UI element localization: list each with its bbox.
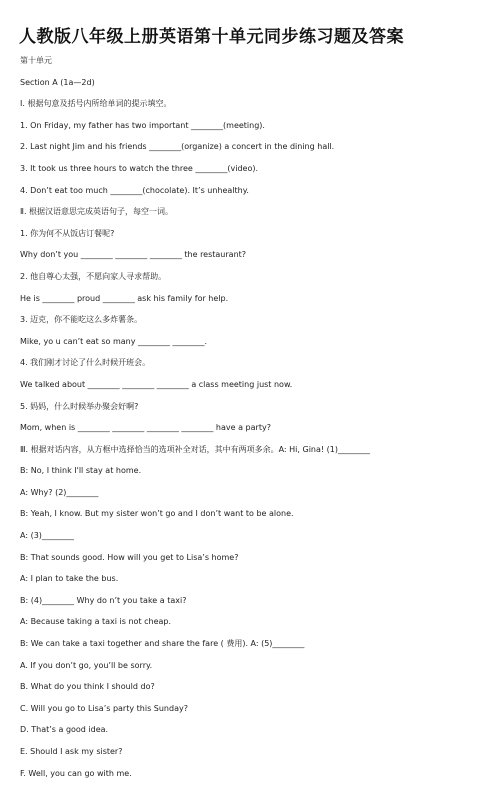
dialogue-line: A: Because taking a taxi is not cheap. bbox=[20, 617, 172, 627]
document-body bbox=[20, 57, 490, 791]
dialogue-line: B: Yeah, I know. But my sister won’t go and I don’t want to be alone. bbox=[20, 509, 294, 519]
dialogue-line: B: (4)________ Why do n’t you take a taxi? bbox=[20, 595, 187, 605]
section-heading: Section A (1a—2d) bbox=[20, 77, 95, 87]
part-2-sentence-4: We talked about ________ ________ ________ a class meeting just now. bbox=[20, 379, 293, 389]
option-b: B. What do you think I should do? bbox=[20, 682, 155, 692]
dialogue-line: A: (3)________ bbox=[20, 531, 74, 541]
part-2-prompt-3: 3. 迈克，你不能吃这么多炸薯条。 bbox=[20, 315, 143, 325]
part-1-question-4: 4. Don’t eat too much ________(chocolate). It’s unhealthy. bbox=[20, 185, 249, 195]
part-2-prompt-1: 1. 你为何不从饭店订餐呢? bbox=[20, 228, 115, 238]
part-1-question-3: 3. It took us three hours to watch the three ________(video). bbox=[20, 163, 259, 173]
document-title: 人教版八年级上册英语第十单元同步练习题及答案 bbox=[19, 27, 404, 47]
option-e: E. Should I ask my sister? bbox=[20, 747, 123, 756]
option-a: A. If you don’t go, you’ll be sorry. bbox=[20, 660, 153, 670]
unit-heading: 第十单元 bbox=[20, 56, 52, 65]
option-c: C. Will you go to Lisa’s party this Sunday? bbox=[20, 703, 188, 713]
part-2-instruction: Ⅱ. 根据汉语意思完成英语句子，每空一词。 bbox=[20, 207, 174, 217]
part-2-prompt-5: 5. 妈妈，什么时候举办聚会好啊? bbox=[20, 401, 139, 411]
option-d: D. That’s a good idea. bbox=[20, 725, 109, 735]
part-2-prompt-4: 4. 我们刚才讨论了什么时候开班会。 bbox=[20, 358, 151, 368]
dialogue-line: B: We can take a taxi together and share the fare ( 费用). A: (5)________ bbox=[20, 639, 305, 649]
part-1-question-2: 2. Last night Jim and his friends ________(organize) a concert in the dining hall. bbox=[20, 142, 335, 152]
dialogue-line: A: I plan to take the bus. bbox=[20, 574, 119, 584]
part-1-instruction: Ⅰ. 根据句意及括号内所给单词的提示填空。 bbox=[20, 99, 172, 109]
dialogue-line: B: That sounds good. How will you get to Lisa’s home? bbox=[20, 552, 239, 562]
part-1-question-1: 1. On Friday, my father has two important ________(meeting). bbox=[20, 120, 265, 130]
part-2-sentence-2: He is ________ proud ________ ask his family for help. bbox=[20, 293, 229, 303]
part-3-instruction: Ⅲ. 根据对话内容，从方框中选择恰当的选项补全对话，其中有两项多余。A: Hi, Gina! (1)________ bbox=[20, 444, 370, 454]
dialogue-line: A: Why? (2)________ bbox=[20, 487, 99, 497]
part-2-prompt-2: 2. 他自尊心太强，不愿向家人寻求帮助。 bbox=[20, 271, 167, 281]
dialogue-line: B: No, I think I'll stay at home. bbox=[20, 466, 142, 476]
part-2-sentence-5: Mom, when is ________ ________ ________ ________ have a party? bbox=[20, 423, 271, 433]
part-2-sentence-3: Mike, yo u can’t eat so many ________ ________. bbox=[20, 336, 208, 346]
part-2-sentence-1: Why don’t you ________ ________ ________ the restaurant? bbox=[20, 250, 247, 260]
option-f: F. Well, you can go with me. bbox=[20, 768, 132, 778]
